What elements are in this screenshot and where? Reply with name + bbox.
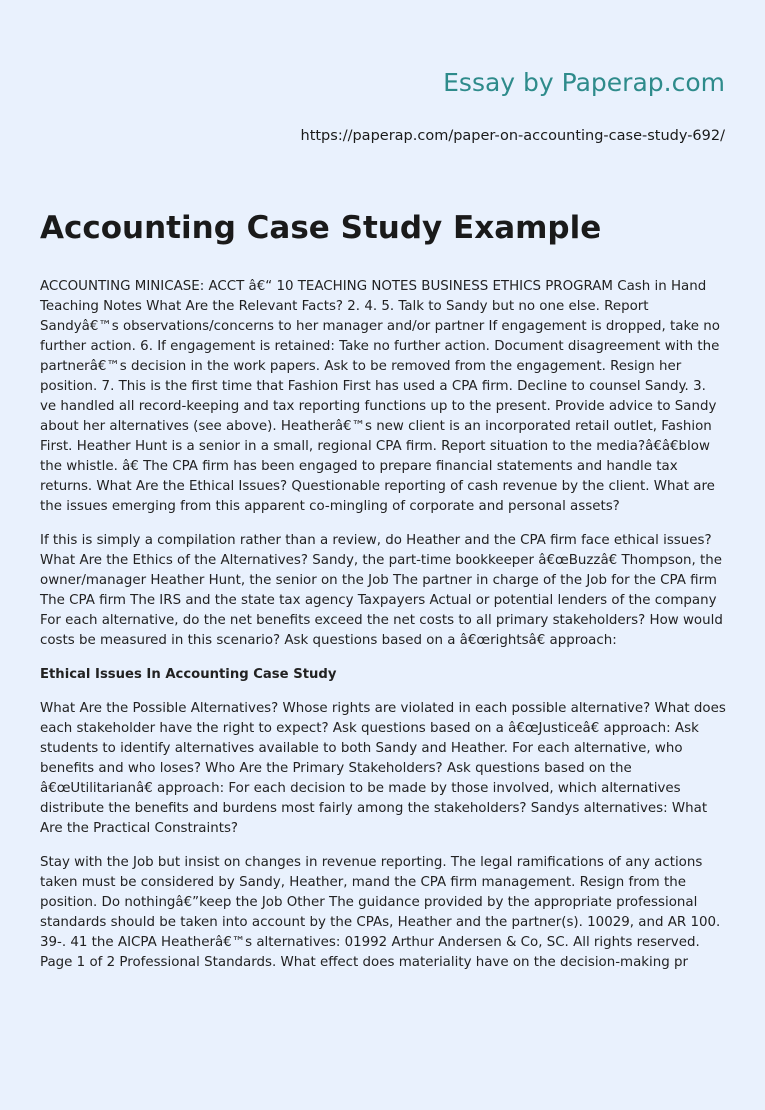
paragraph: ACCOUNTING MINICASE: ACCT â€“ 10 TEACHING NOTES BUSINESS ETHICS PROGRAM Cash in Hand Teaching Notes What Are the Relevant Facts? 2. 4. 5. Talk to Sandy but no one else. Report Sandyâ€™s observations/concerns to her manager and/or partner If engagement is dropped, take no further action. 6. If engagement is retained: Take no further action. Document disagreement with the partnerâ€™s decision in the work papers. Ask to be removed from the engagement. Resign her position. 7. This is the first time that Fashion First has used a CPA firm. Decline to counsel Sandy. 3. ve handled all record-keeping and tax reporting functions up to the present. Provide advice to Sandy about her alternatives (see above). Heatherâ€™s new client is an incorporated retail outlet, Fashion First. Heather Hunt is a senior in a small, regional CPA firm. Report situation to the media?â€â€blow the whistle. â€ The CPA firm has been engaged to prepare financial statements and handle tax returns. What Are the Ethical Issues? Questionable reporting of cash revenue by the client. What are the issues emerging from this apparent co-mingling of corporate and personal assets? — [40, 279, 720, 514]
paragraph: If this is simply a compilation rather than a review, do Heather and the CPA firm face ethical issues? What Are the Ethics of the Alternatives? Sandy, the part-time bookkeeper â€œBuzzâ€ Thompson, the owner/manager Heather Hunt, the senior on the Job The partner in charge of the Job for the CPA firm The CPA firm The IRS and the state tax agency Taxpayers Actual or potential lenders of the company For each alternative, do the net benefits exceed the net costs to all primary stakeholders? How would costs be measured in this scenario? Ask questions based on a â€œrightsâ€ approach: — [40, 533, 723, 648]
section-heading: Ethical Issues In Accounting Case Study — [40, 667, 337, 682]
paragraph: Stay with the Job but insist on changes in revenue reporting. The legal ramifications of any actions taken must be considered by Sandy, Heather, mand the CPA firm management. Resign from the position. Do nothingâ€”keep the Job Other The guidance provided by the appropriate professional standards should be taken into account by the CPAs, Heather and the partner(s). 10029, and AR 100. 39-. 41 the AICPA Heatherâ€™s alternatives: 01992 Arthur Andersen & Co, SC. All rights reserved. Page 1 of 2 Professional Standards. What effect does materiality have on the decision-making pr — [40, 855, 721, 970]
article-body — [40, 277, 726, 987]
site-brand[interactable]: Essay by Paperap.com — [443, 68, 725, 97]
page-title: Accounting Case Study Example — [40, 210, 602, 246]
source-url[interactable]: https://paperap.com/paper-on-accounting-case-study-692/ — [300, 128, 725, 144]
paragraph: What Are the Possible Alternatives? Whose rights are violated in each possible alternative? What does each stakeholder have the right to expect? Ask questions based on a â€œJusticeâ€ approach: Ask students to identify alternatives available to both Sandy and Heather. For each alternative, who benefits and who loses? Who Are the Primary Stakeholders? Ask questions based on the â€œUtilitarianâ€ approach: For each decision to be made by those involved, which alternatives distribute the benefits and burdens most fairly among the stakeholders? Sandys alternatives: What Are the Practical Constraints? — [40, 701, 726, 836]
